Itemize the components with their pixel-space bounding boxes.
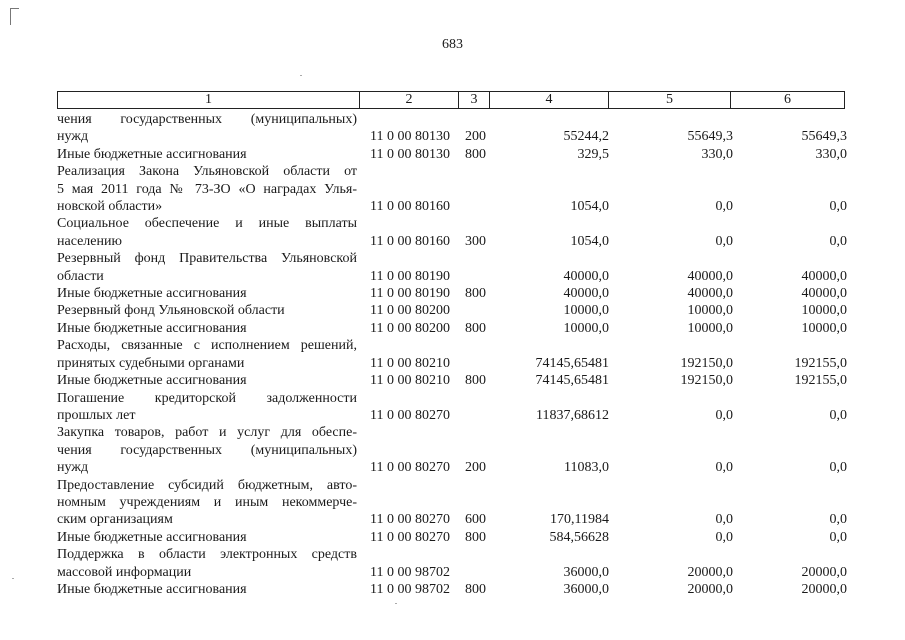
row-value-col4: 40000,0: [563, 286, 609, 302]
description-line: Резервный фонд Ульяновской области: [57, 303, 285, 319]
scan-speck: [12, 578, 14, 579]
row-code: 11 0 00 80130: [370, 129, 450, 145]
row-value-col6: 0,0: [829, 529, 847, 545]
table-row: [57, 215, 847, 250]
row-value-col5: 0,0: [715, 512, 733, 528]
description-line: чения государственных (муниципальных): [57, 112, 357, 127]
table-row: [57, 372, 847, 389]
row-value-col4: 329,5: [577, 146, 609, 162]
description-line: Иные бюджетные ассигнования: [57, 373, 247, 389]
row-value-col6: 20000,0: [801, 581, 847, 597]
row-description: [57, 424, 357, 476]
row-description: [57, 372, 357, 389]
row-value-col6: 40000,0: [801, 268, 847, 284]
row-description: [57, 337, 357, 372]
row-description: [57, 215, 357, 250]
row-description: [57, 390, 357, 425]
row-code: 11 0 00 80190: [370, 268, 450, 284]
row-code: 11 0 00 80210: [370, 373, 450, 389]
row-expense-type: 300: [465, 233, 486, 249]
row-expense-type: 800: [465, 581, 486, 597]
row-code: 11 0 00 80270: [370, 529, 450, 545]
page-number: 683: [442, 37, 463, 52]
row-value-col6: 0,0: [829, 460, 847, 476]
row-code: 11 0 00 98702: [370, 581, 450, 597]
header-col-4: 4: [490, 92, 609, 109]
row-code: 11 0 00 80160: [370, 199, 450, 215]
row-code: 11 0 00 80200: [370, 303, 450, 319]
row-value-col6: 0,0: [829, 407, 847, 423]
table-row: [57, 424, 847, 476]
row-value-col4: 170,11984: [550, 512, 609, 528]
table-row: [57, 302, 847, 319]
header-col-3: 3: [459, 92, 490, 109]
row-description: [57, 320, 357, 337]
row-value-col5: 0,0: [715, 529, 733, 545]
header-col-1: 1: [58, 92, 360, 109]
description-line: области: [57, 268, 104, 284]
row-description: [57, 477, 357, 529]
description-line: новской области»: [57, 199, 163, 215]
row-value-col4: 55244,2: [563, 129, 609, 145]
row-code: 11 0 00 80270: [370, 407, 450, 423]
table-row: [57, 529, 847, 546]
row-value-col5: 0,0: [715, 233, 733, 249]
row-value-col4: 36000,0: [563, 564, 609, 580]
description-line: прошлых лет: [57, 407, 136, 423]
description-line: ским организациям: [57, 512, 173, 528]
row-description: [57, 163, 357, 215]
row-value-col4: 584,56628: [549, 529, 609, 545]
row-description: [57, 546, 357, 581]
row-value-col5: 0,0: [715, 460, 733, 476]
description-line: Реализация Закона Ульяновской области от: [57, 164, 357, 180]
row-description: [57, 529, 357, 546]
row-code: 11 0 00 80130: [370, 146, 450, 162]
table-row: [57, 320, 847, 337]
row-description: [57, 111, 357, 146]
description-line: Иные бюджетные ассигнования: [57, 529, 247, 545]
description-line: массовой информации: [57, 564, 192, 580]
row-value-col5: 10000,0: [687, 320, 733, 336]
row-value-col4: 74145,65481: [535, 373, 609, 389]
row-value-col4: 36000,0: [563, 581, 609, 597]
row-code: 11 0 00 80160: [370, 233, 450, 249]
table-row: [57, 581, 847, 598]
row-code: 11 0 00 80200: [370, 320, 450, 336]
row-value-col6: 192155,0: [794, 355, 847, 371]
description-line: чения государственных (муниципальных): [57, 442, 357, 458]
row-description: [57, 250, 357, 285]
description-line: Закупка товаров, работ и услуг для обеспе-: [57, 425, 357, 441]
row-description: [57, 285, 357, 302]
row-value-col5: 40000,0: [687, 268, 733, 284]
row-expense-type: 800: [465, 373, 486, 389]
row-value-col5: 0,0: [715, 407, 733, 423]
row-value-col4: 10000,0: [563, 303, 609, 319]
description-line: населению: [57, 233, 122, 249]
description-line: Резервный фонд Правительства Ульяновской: [57, 251, 357, 267]
row-expense-type: 600: [465, 512, 486, 528]
row-value-col6: 55649,3: [801, 129, 847, 145]
description-line: Иные бюджетные ассигнования: [57, 286, 247, 302]
row-expense-type: 800: [465, 286, 486, 302]
row-value-col6: 330,0: [815, 146, 847, 162]
description-line: Поддержка в области электронных средств: [57, 547, 357, 563]
description-line: Социальное обеспечение и иные выплаты: [57, 216, 357, 232]
header-col-2: 2: [360, 92, 459, 109]
table-row: [57, 285, 847, 302]
row-value-col5: 40000,0: [687, 286, 733, 302]
row-value-col4: 11837,68612: [536, 407, 609, 423]
header-col-5: 5: [609, 92, 731, 109]
row-code: 11 0 00 80190: [370, 286, 450, 302]
row-code: 11 0 00 80270: [370, 512, 450, 528]
row-expense-type: 200: [465, 460, 486, 476]
scan-corner-mark: [10, 8, 19, 25]
row-value-col6: 10000,0: [801, 303, 847, 319]
table-row: [57, 477, 847, 529]
row-expense-type: 800: [465, 529, 486, 545]
header-col-6: 6: [731, 92, 845, 109]
row-value-col5: 0,0: [715, 199, 733, 215]
row-value-col6: 10000,0: [801, 320, 847, 336]
scan-speck: [300, 75, 302, 76]
table-row: [57, 337, 847, 372]
row-value-col6: 40000,0: [801, 286, 847, 302]
table-row: [57, 163, 847, 215]
row-value-col6: 0,0: [829, 199, 847, 215]
table-row: [57, 546, 847, 581]
description-line: Иные бюджетные ассигнования: [57, 320, 247, 336]
row-value-col5: 20000,0: [687, 581, 733, 597]
description-line: Предоставление субсидий бюджетным, авто-: [57, 477, 357, 493]
table-row: [57, 111, 847, 146]
table-header: [57, 91, 845, 109]
row-value-col4: 40000,0: [563, 268, 609, 284]
row-description: [57, 581, 357, 598]
row-value-col5: 192150,0: [680, 355, 733, 371]
description-line: Погашение кредиторской задолженности: [57, 390, 357, 406]
row-description: [57, 146, 357, 163]
description-line: нужд: [57, 460, 89, 476]
row-value-col6: 0,0: [829, 512, 847, 528]
row-value-col4: 74145,65481: [535, 355, 609, 371]
description-line: 5 мая 2011 года № 73-ЗО «О наградах Улья-: [57, 181, 357, 197]
row-value-col5: 330,0: [701, 146, 733, 162]
row-value-col6: 20000,0: [801, 564, 847, 580]
row-code: 11 0 00 80210: [370, 355, 450, 371]
budget-table-body: [57, 111, 847, 598]
description-line: нужд: [57, 129, 89, 145]
row-value-col4: 1054,0: [570, 199, 609, 215]
row-value-col5: 10000,0: [687, 303, 733, 319]
row-expense-type: 800: [465, 320, 486, 336]
row-value-col6: 192155,0: [794, 373, 847, 389]
row-expense-type: 800: [465, 146, 486, 162]
row-value-col4: 11083,0: [564, 460, 609, 476]
table-row: [57, 390, 847, 425]
row-code: 11 0 00 80270: [370, 460, 450, 476]
table-row: [57, 250, 847, 285]
row-expense-type: 200: [465, 129, 486, 145]
description-line: номным учреждениям и иным некоммерче-: [57, 494, 357, 510]
header-row: [58, 92, 845, 109]
row-value-col6: 0,0: [829, 233, 847, 249]
table-row: [57, 146, 847, 163]
row-description: [57, 302, 357, 319]
description-line: принятых судебными органами: [57, 355, 245, 371]
description-line: Расходы, связанные с исполнением решений,: [57, 338, 357, 354]
row-value-col5: 55649,3: [687, 129, 733, 145]
scan-speck: [395, 603, 397, 604]
description-line: Иные бюджетные ассигнования: [57, 581, 247, 597]
description-line: Иные бюджетные ассигнования: [57, 146, 247, 162]
row-value-col5: 192150,0: [680, 373, 733, 389]
row-value-col5: 20000,0: [687, 564, 733, 580]
row-value-col4: 1054,0: [570, 233, 609, 249]
row-code: 11 0 00 98702: [370, 564, 450, 580]
row-value-col4: 10000,0: [563, 320, 609, 336]
